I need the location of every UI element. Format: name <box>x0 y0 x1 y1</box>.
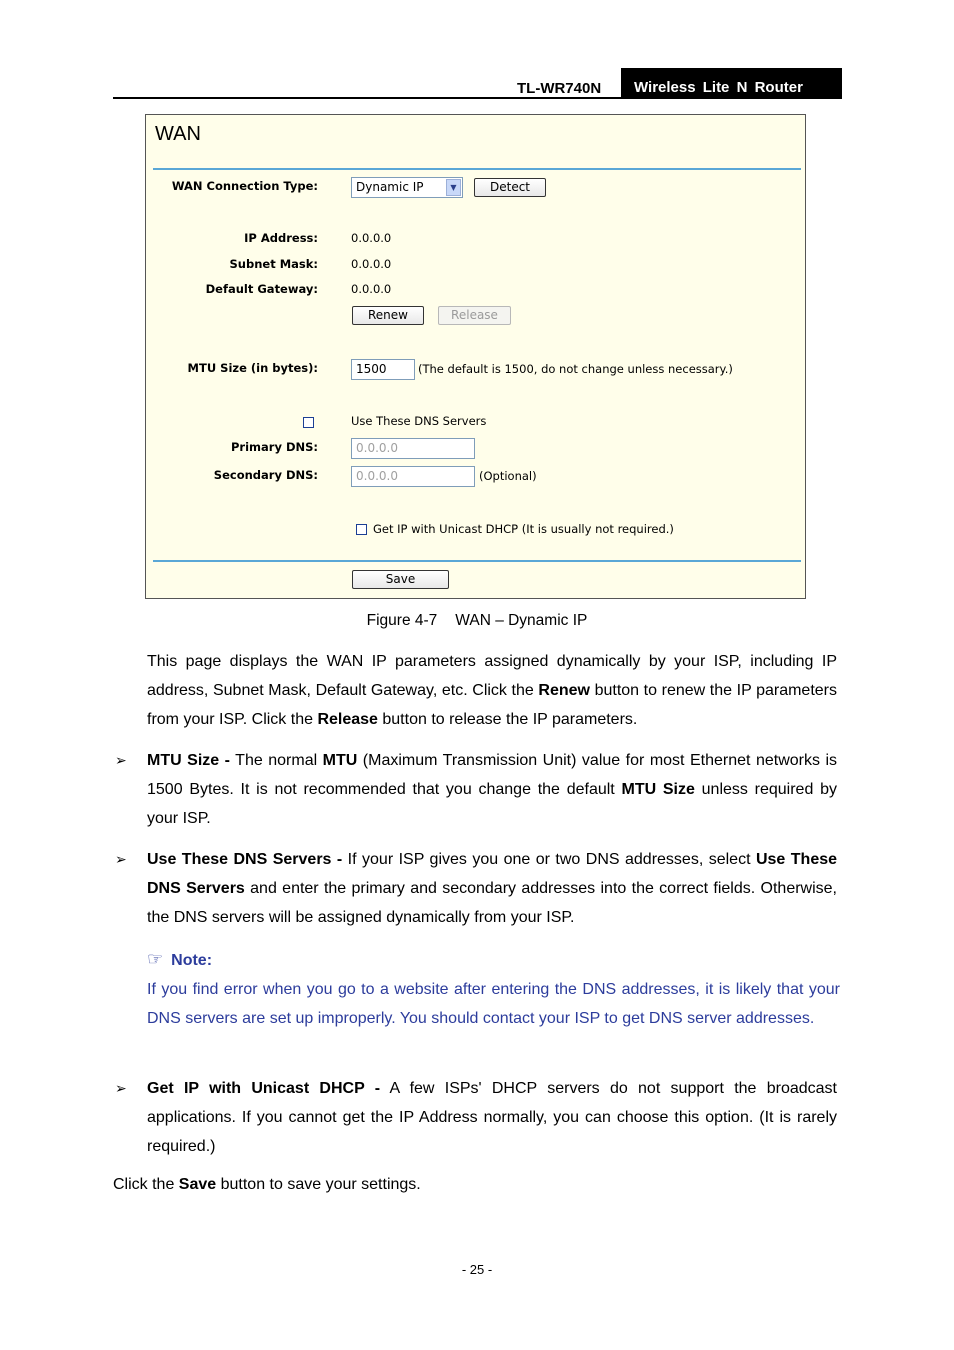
intro-text-3: button to release the IP parameters. <box>377 710 638 728</box>
note-label: Note: <box>171 952 213 969</box>
pointing-hand-icon: ☞ <box>147 949 164 969</box>
secondary-dns-input[interactable]: 0.0.0.0 <box>351 466 475 487</box>
figure-number: Figure 4-7 <box>366 612 438 629</box>
top-divider <box>153 168 801 170</box>
default-gateway-label: Default Gateway: <box>205 282 318 296</box>
use-dns-checkbox[interactable] <box>303 417 314 428</box>
mtu-item <box>147 747 837 833</box>
secondary-dns-label: Secondary DNS: <box>213 468 318 482</box>
subnet-mask-label: Subnet Mask: <box>229 257 318 271</box>
closing-save-bold: Save <box>178 1176 217 1193</box>
figure-caption <box>0 612 954 630</box>
bullet-icon: ➢ <box>115 1080 127 1096</box>
use-dns-label: Use These DNS Servers <box>351 414 487 428</box>
mtu-input[interactable]: 1500 <box>351 359 415 380</box>
header-model: TL-WR740N <box>517 80 602 97</box>
primary-dns-input[interactable]: 0.0.0.0 <box>351 438 475 459</box>
mtu-item-bold-3: MTU Size <box>621 780 695 798</box>
unicast-dhcp-label: Get IP with Unicast DHCP (It is usually not required.) <box>373 522 674 536</box>
intro-paragraph <box>147 648 837 734</box>
wan-settings-panel <box>145 114 806 599</box>
bullet-icon: ➢ <box>115 851 127 867</box>
unicast-dhcp-checkbox[interactable] <box>356 524 367 535</box>
intro-text-2: button to renew the IP parameters from your ISP. Click the <box>147 681 837 728</box>
header-rule <box>113 97 842 99</box>
unicast-item-heading: Get IP with Unicast DHCP - <box>147 1080 381 1097</box>
dns-item-text-1: If your ISP gives you one or two DNS addresses, select <box>342 851 756 868</box>
mtu-hint: (The default is 1500, do not change unless necessary.) <box>418 362 733 376</box>
closing-text-2: button to save your settings. <box>216 1176 421 1193</box>
mtu-label: MTU Size (in bytes): <box>187 361 318 375</box>
figure-title: WAN – Dynamic IP <box>455 612 588 629</box>
dns-item-bold-2: Use These DNS Servers <box>147 851 838 897</box>
primary-dns-label: Primary DNS: <box>230 440 318 454</box>
ip-address-value: 0.0.0.0 <box>351 231 392 245</box>
mtu-item-bold-2: MTU <box>322 752 358 769</box>
save-button[interactable]: Save <box>352 570 449 589</box>
dns-item-text-2: and enter the primary and secondary addresses into the correct fields. Otherwise, the DNS servers will be assigned dynamically from your ISP. <box>147 879 837 926</box>
chevron-down-icon[interactable]: ▼ <box>446 179 461 196</box>
connection-type-select[interactable] <box>351 177 463 198</box>
bottom-divider <box>153 560 801 562</box>
intro-renew-bold: Renew <box>538 681 590 699</box>
header-product-banner: Wireless Lite N Router <box>621 68 842 99</box>
intro-release-bold: Release <box>317 710 378 728</box>
dns-item-heading: Use These DNS Servers - <box>147 851 343 868</box>
closing-line <box>113 1176 421 1194</box>
closing-text-1: Click the <box>113 1176 179 1193</box>
mtu-item-text-1: The normal <box>229 752 323 769</box>
release-button[interactable]: Release <box>438 306 511 325</box>
subnet-mask-value: 0.0.0.0 <box>351 257 392 271</box>
connection-type-value: Dynamic IP <box>356 180 424 194</box>
detect-button[interactable]: Detect <box>474 178 546 197</box>
optional-hint: (Optional) <box>479 469 537 483</box>
page-number: - 25 - <box>461 1262 493 1277</box>
dns-item <box>147 846 837 932</box>
intro-text-1: This page displays the WAN IP parameters assigned dynamically by your ISP, including IP address, Subnet Mask, Default Gateway, etc. Click the <box>147 653 837 699</box>
panel-title: WAN <box>155 123 201 145</box>
note-text: If you find error when you go to a website after entering the DNS addresses, it is likely that your DNS servers are set up improperly. You should contact your ISP to get DNS server addresses. <box>147 981 840 1027</box>
unicast-item-text: A few ISPs' DHCP servers do not support the broadcast applications. If you cannot get the IP Address normally, you can choose this option. (It is rarely required.) <box>147 1080 838 1155</box>
note-heading <box>147 949 212 970</box>
unicast-item <box>147 1075 837 1161</box>
bullet-icon: ➢ <box>115 752 127 768</box>
mtu-item-text-3: unless required by your ISP. <box>147 780 837 827</box>
ip-address-label: IP Address: <box>244 231 318 245</box>
default-gateway-value: 0.0.0.0 <box>351 282 392 296</box>
renew-button[interactable]: Renew <box>352 306 424 325</box>
mtu-item-text-2: (Maximum Transmission Unit) value for most Ethernet networks is 1500 Bytes. It is not recommended that you change the default <box>147 752 838 798</box>
connection-type-label: WAN Connection Type: <box>171 179 318 193</box>
mtu-item-heading: MTU Size - <box>147 752 230 769</box>
